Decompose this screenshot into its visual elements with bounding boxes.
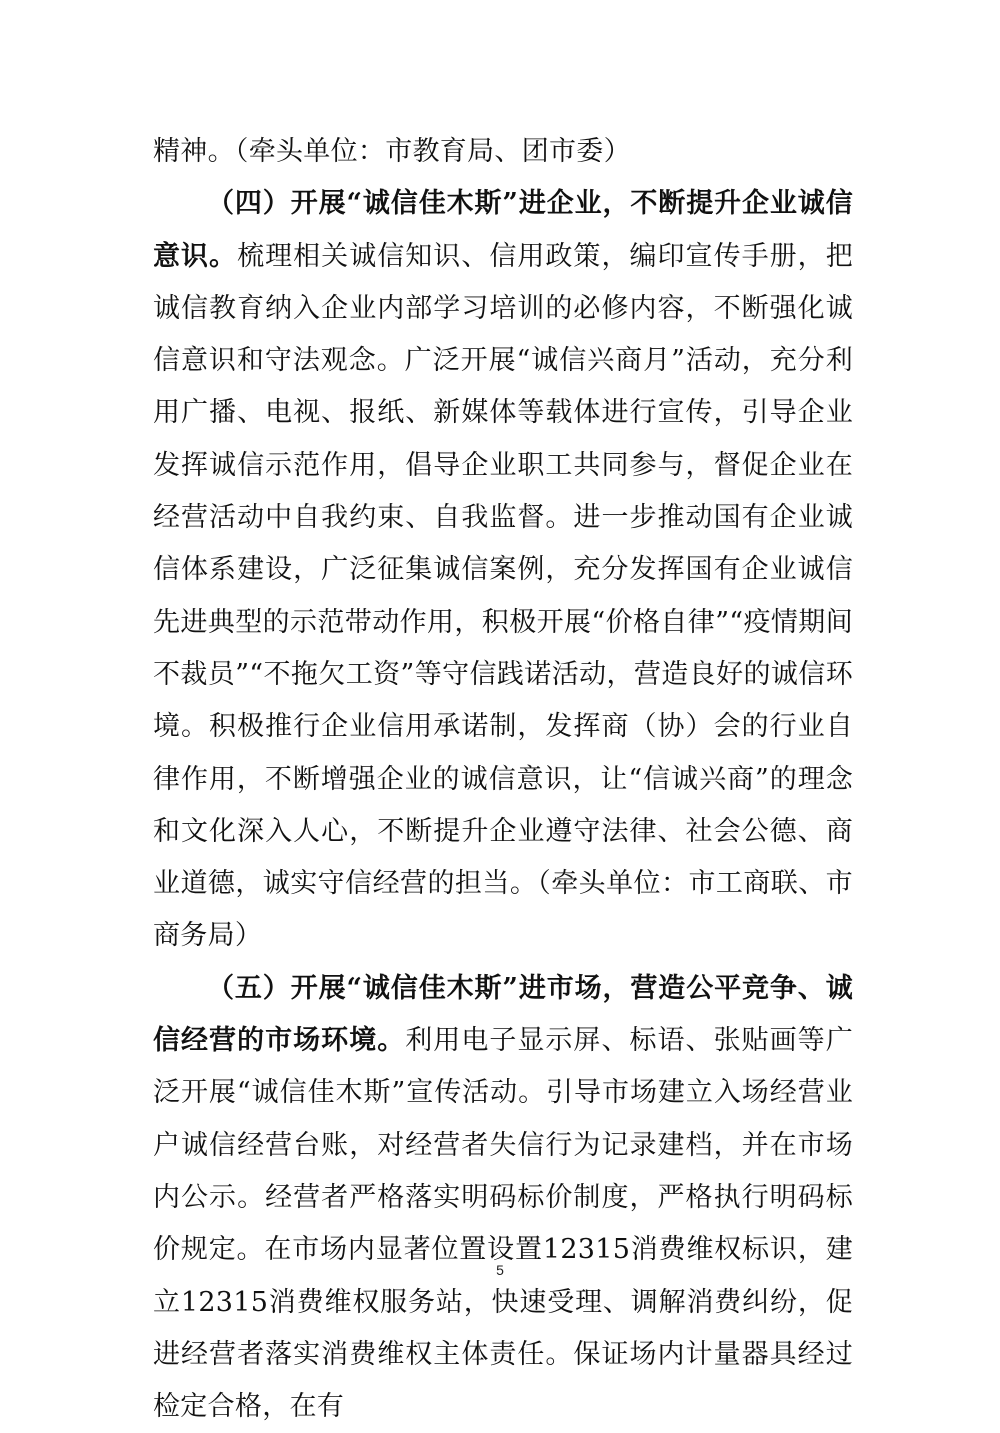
paragraph-continuation (153, 126, 853, 178)
paragraph-text: 利用电子显示屏、标语、张贴画等广泛开展“诚信佳木斯”宣传活动。引导市场建立入场经营业户诚信经营台账，对经营者失信行为记录建档，并在市场内公示。经营者严格落实明码标价制度，严格执行明码标价规定。在市场内显著位置设置12315消费维权标识，建立12315消费维权服务站，快速受理、调解消费纠纷，促进经营者落实消费维权主体责任。保证场内计量器具经过检定合格，在有 (153, 1025, 853, 1423)
section-heading-five: （五）开展“诚信佳木斯”进市场，营造公平竞争、诚信经营的市场环境。 (153, 972, 853, 1057)
paragraph-section-four (153, 178, 853, 962)
paragraph-text: 梳理相关诚信知识、信用政策，编印宣传手册，把诚信教育纳入企业内部学习培训的必修内容，不断强化诚信意识和守法观念。广泛开展“诚信兴商月”活动，充分利用广播、电视、报纸、新媒体等载体进行宣传，引导企业发挥诚信示范作用，倡导企业职工共同参与，督促企业在经营活动中自我约束、自我监督。进一步推动国有企业诚信体系建设，广泛征集诚信案例，充分发挥国有企业诚信先进典型的示范带动作用，积极开展“价格自律”“疫情期间不裁员”“不拖欠工资”等守信践诺活动，营造良好的诚信环境。积极推行企业信用承诺制，发挥商（协）会的行业自律作用，不断增强企业的诚信意识，让“信诚兴商”的理念和文化深入人心，不断提升企业遵守法律、社会公德、商业道德，诚实守信经营的担当。（牵头单位：市工商联、市商务局） (153, 240, 853, 952)
paragraph-section-five (153, 963, 853, 1433)
page-number: 5 (496, 1262, 504, 1278)
section-heading-four: （四）开展“诚信佳木斯”进企业，不断提升企业诚信意识。 (153, 188, 853, 272)
document-body (153, 126, 853, 1433)
paragraph-text: 精神。（牵头单位：市教育局、团市委） (153, 136, 631, 167)
